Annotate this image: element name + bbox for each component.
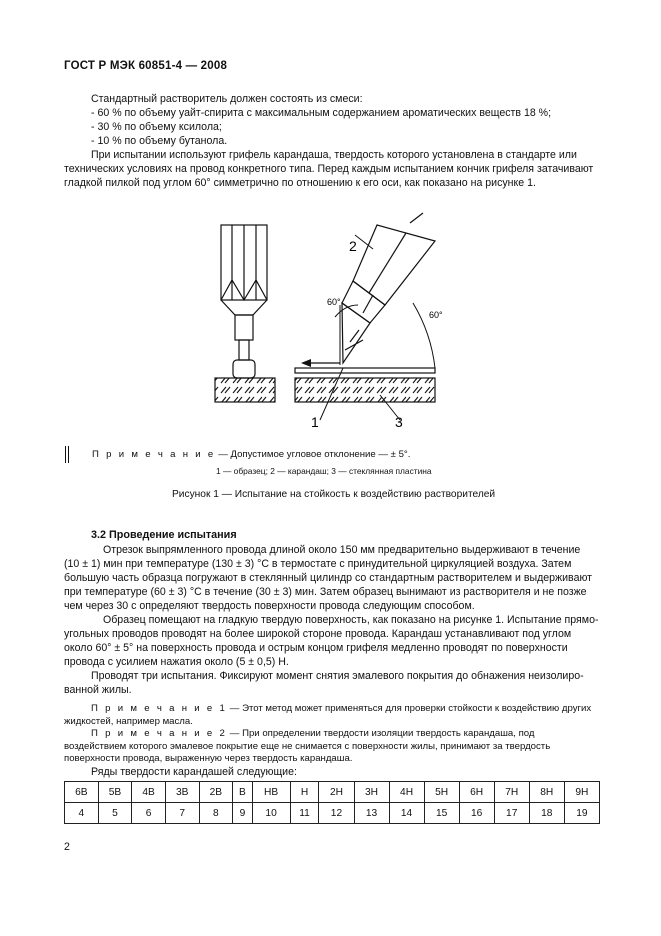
grade-cell: HB: [252, 782, 290, 803]
table-intro: Ряды твердости карандашей следующие:: [91, 766, 297, 778]
figure-note: [92, 449, 410, 460]
sample-wire: [295, 368, 435, 373]
intro-item: - 60 % по объему уайт-спирита с максимальным содержанием ароматических веществ 18 %;: [91, 107, 552, 119]
paragraph-line: угольных проводов проводят на более широкой стороне провода. Карандаш устанавливают под углом: [64, 628, 572, 640]
note-2-prefix: П р и м е ч а н и е 2: [91, 728, 228, 739]
number-cell: 17: [494, 803, 529, 824]
note-prefix: П р и м е ч а н и е: [92, 449, 216, 460]
grade-cell: 9H: [564, 782, 599, 803]
intro-line: Стандартный растворитель должен состоять из смеси:: [91, 93, 363, 105]
grade-cell: 2H: [319, 782, 354, 803]
label-2: 2: [349, 238, 357, 254]
paragraph-line: (10 ± 1) мин при температуре (130 ± 3) °С в термостате с принудительной циркуляцией воздуха. Затем: [64, 558, 572, 570]
label-3: 3: [395, 414, 403, 430]
hardness-table: [64, 781, 600, 824]
paragraph-line: ванной жилы.: [64, 684, 132, 696]
paragraph-line: провода с усилием нажатия около (5 ± 0,5) Н.: [64, 656, 289, 668]
pencil-front-view: [221, 225, 267, 378]
note-2-line-3: поверхности провода, выраженную через твердость карандаша.: [64, 753, 353, 764]
number-cell: 6: [132, 803, 166, 824]
grade-cell: 2B: [199, 782, 233, 803]
intro-paragraph-line: технических условиях на провод конкретного типа. Перед каждым испытанием кончик грифеля затачивают: [64, 163, 594, 175]
intro-item: - 30 % по объему ксилола;: [91, 121, 222, 133]
glass-plate: [295, 378, 435, 402]
note-2-line-2: воздействием которого эмалевое покрытие еще не снимается с поверхности жилы, принимают за твердость: [64, 741, 551, 752]
number-cell: 13: [354, 803, 389, 824]
note-2-text: — При определении твердости изоляции твердость карандаша, под: [227, 728, 535, 739]
figure-legend: 1 — образец; 2 — карандаш; 3 — стеклянная пластина: [216, 466, 432, 476]
number-cell: 5: [98, 803, 132, 824]
number-cell: 4: [65, 803, 99, 824]
grade-cell: 8H: [529, 782, 564, 803]
note-1: [91, 703, 591, 714]
number-cell: 10: [252, 803, 290, 824]
number-cell: 12: [319, 803, 354, 824]
grade-cell: H: [290, 782, 319, 803]
paragraph-line: при температуре (60 ± 3) °С в течение (30 ± 3) мин. Затем образец вынимают из растворителя и не позже: [64, 586, 587, 598]
note-1-line-2: жидкостей, например масла.: [64, 716, 193, 727]
figure-1-drawing: [195, 205, 475, 435]
grade-cell: 4H: [389, 782, 424, 803]
table-row-numbers: [65, 803, 600, 824]
number-cell: 8: [199, 803, 233, 824]
grade-cell: 7H: [494, 782, 529, 803]
page-number: 2: [64, 841, 70, 853]
number-cell: 19: [564, 803, 599, 824]
number-cell: 7: [165, 803, 199, 824]
paragraph-line: Отрезок выпрямленного провода длиной около 150 мм предварительно выдерживают в течение: [103, 544, 581, 556]
note-2: [91, 728, 535, 739]
number-cell: 11: [290, 803, 319, 824]
table-row-grades: [65, 782, 600, 803]
change-bar: [65, 446, 66, 463]
paragraph-line: большую часть образца погружают в стеклянный цилиндр со стандартным растворителем и выдерживают: [64, 572, 593, 584]
note-1-text: — Этот метод может применяться для проверки стойкости к воздействию других: [227, 703, 592, 714]
grade-cell: 6H: [459, 782, 494, 803]
grade-cell: 3H: [354, 782, 389, 803]
change-bar: [68, 446, 69, 463]
intro-paragraph-line: При испытании используют грифель карандаша, твердость которого установлена в стандарте или: [91, 149, 577, 161]
note-1-prefix: П р и м е ч а н и е 1: [91, 703, 228, 714]
note-text: — Допустимое угловое отклонение — ± 5°.: [215, 449, 411, 460]
angle-label-right: 60°: [429, 310, 443, 320]
grade-cell: 5H: [424, 782, 459, 803]
figure-caption: Рисунок 1 — Испытание на стойкость к воздействию растворителей: [172, 489, 496, 500]
paragraph-line: Образец помещают на гладкую твердую поверхность, как показано на рисунке 1. Испытание прямо-: [103, 614, 599, 626]
grade-cell: 5B: [98, 782, 132, 803]
number-cell: 18: [529, 803, 564, 824]
number-cell: 9: [233, 803, 252, 824]
grade-cell: 3B: [165, 782, 199, 803]
intro-item: - 10 % по объему бутанола.: [91, 135, 228, 147]
label-1: 1: [311, 414, 319, 430]
intro-paragraph-line: гладкой пилкой под углом 60° симметрично по отношению к его оси, как показано на рисунке 1.: [64, 177, 536, 189]
paragraph-line: чем через 30 с определяют твердость поверхности провода следующим способом.: [64, 600, 475, 612]
number-cell: 14: [389, 803, 424, 824]
section-title: 3.2 Проведение испытания: [91, 529, 237, 541]
document-header: ГОСТ Р МЭК 60851-4 — 2008: [64, 60, 228, 72]
paragraph-line: около 60° ± 5° на поверхность провода и острым концом грифеля медленно проводят по поверхности: [64, 642, 568, 654]
number-cell: 15: [424, 803, 459, 824]
paragraph-line: Проводят три испытания. Фиксируют момент снятия эмалевого покрытия до обнажения неизолиро-: [91, 670, 584, 682]
grade-cell: B: [233, 782, 252, 803]
grade-cell: 4B: [132, 782, 166, 803]
angle-label-left: 60°: [327, 297, 341, 307]
base-plate-front: [215, 378, 275, 402]
number-cell: 16: [459, 803, 494, 824]
grade-cell: 6B: [65, 782, 99, 803]
